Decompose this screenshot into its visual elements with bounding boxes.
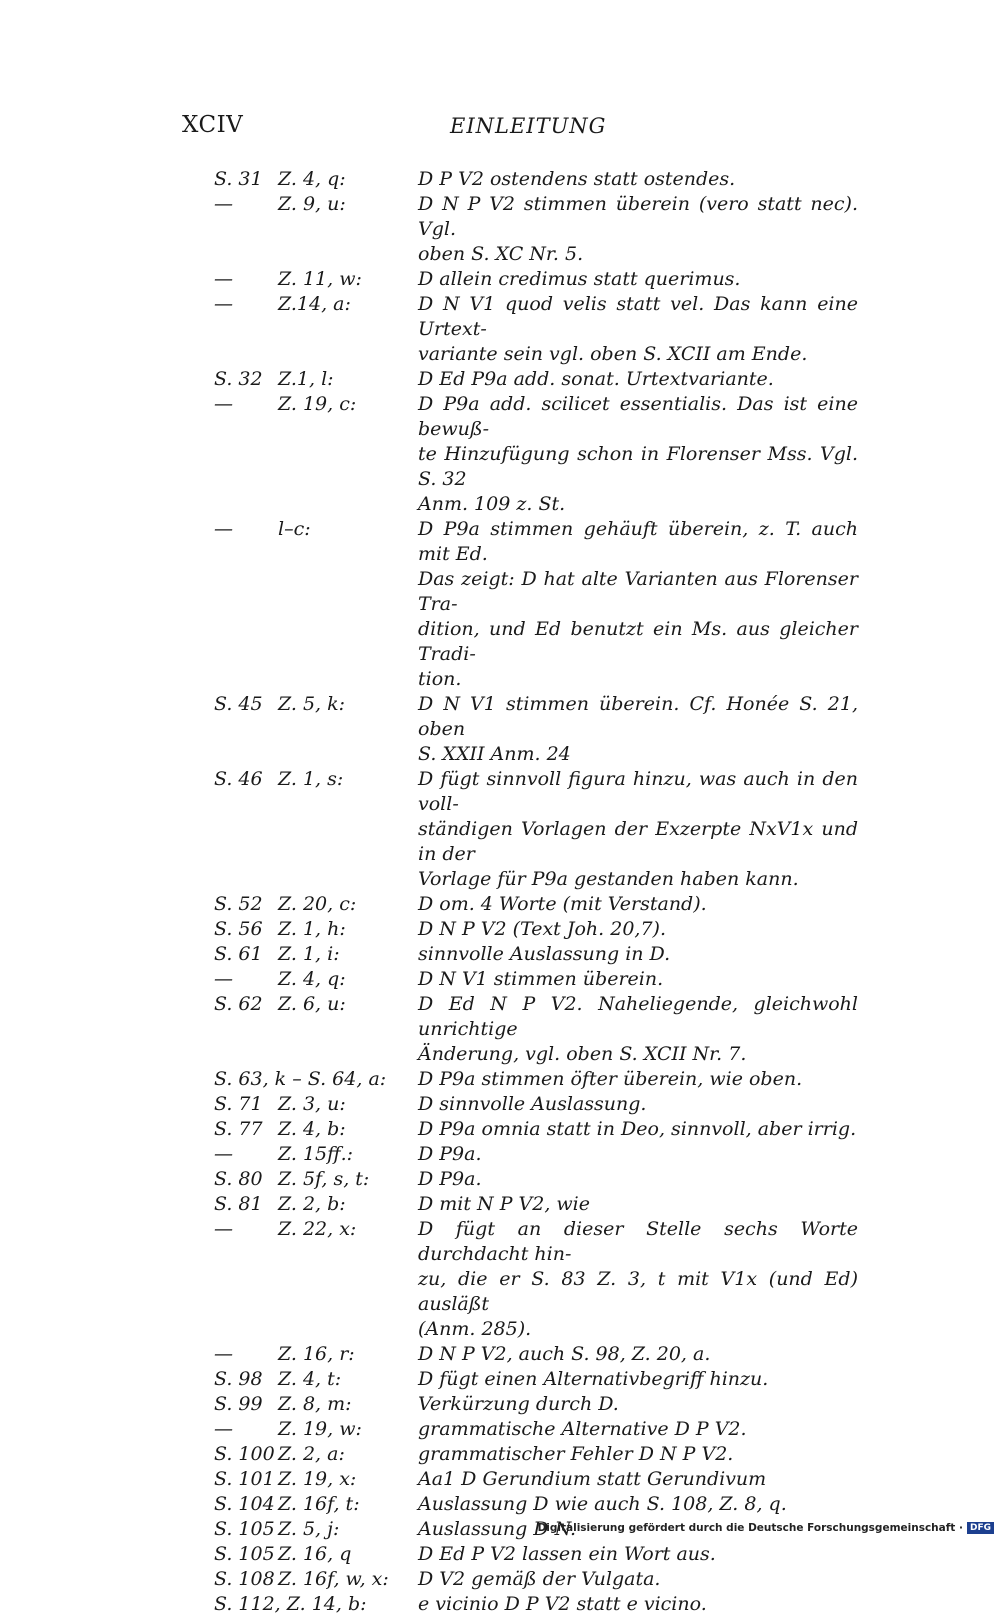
entry-line-ref: Z. 8, m: bbox=[278, 1393, 352, 1415]
entry-page-ref: S. 108 bbox=[214, 1568, 275, 1590]
entry-note bbox=[418, 167, 858, 192]
note-line: Verkürzung durch D. bbox=[418, 1393, 619, 1415]
entry-line-ref: Z. 9, u: bbox=[278, 193, 346, 215]
entry-note bbox=[418, 942, 858, 967]
note-line: zu, die er S. 83 Z. 3, t mit V1x (und Ed) ausläßt bbox=[418, 1268, 858, 1315]
entry-note bbox=[418, 917, 858, 942]
entry-note bbox=[418, 1142, 858, 1167]
variant-entry bbox=[214, 267, 864, 292]
entry-page-ref: — bbox=[214, 393, 233, 415]
note-line: D N P V2 stimmen überein (vero statt nec). Vgl. bbox=[418, 193, 858, 240]
entry-line-ref: Z. 5, k: bbox=[278, 693, 346, 715]
entry-page-ref: — bbox=[214, 1143, 233, 1165]
entry-page-ref: S. 62 bbox=[214, 993, 263, 1015]
entry-line-ref: Z. 5, j: bbox=[278, 1518, 340, 1540]
variant-entry bbox=[214, 1142, 864, 1167]
note-line: D Ed N P V2. Naheliegende, gleichwohl unrichtige bbox=[418, 993, 858, 1040]
entry-note bbox=[418, 1467, 858, 1492]
page-header bbox=[182, 112, 862, 142]
entry-page-ref: — bbox=[214, 968, 233, 990]
entry-page-ref: — bbox=[214, 293, 233, 315]
entry-note bbox=[418, 1367, 858, 1392]
variant-entry bbox=[214, 367, 864, 392]
note-line: variante sein vgl. oben S. XCII am Ende. bbox=[418, 343, 808, 365]
entry-page-ref: S. 101 bbox=[214, 1468, 275, 1490]
note-line: D om. 4 Worte (mit Verstand). bbox=[418, 893, 707, 915]
entry-note bbox=[418, 367, 858, 392]
entry-line-ref: Z. 20, c: bbox=[278, 893, 357, 915]
entry-line-ref: Z. 3, u: bbox=[278, 1093, 346, 1115]
entry-note bbox=[418, 1167, 858, 1192]
entry-note bbox=[418, 767, 858, 892]
entry-page-ref: S. 81 bbox=[214, 1193, 263, 1215]
variant-entry bbox=[214, 692, 864, 767]
running-head: EINLEITUNG bbox=[450, 114, 607, 138]
note-line: D Ed P V2 lassen ein Wort aus. bbox=[418, 1543, 716, 1565]
note-line: D N V1 stimmen überein. Cf. Honée S. 21, oben bbox=[418, 693, 858, 740]
entry-line-ref: Z. 4, q: bbox=[278, 968, 346, 990]
entry-line-ref: Z. 1, i: bbox=[278, 943, 340, 965]
variant-entry bbox=[214, 167, 864, 192]
entry-line-ref: Z. 19, c: bbox=[278, 393, 357, 415]
entry-page-ref: S. 104 bbox=[214, 1493, 275, 1515]
entry-page-ref: S. 99 bbox=[214, 1393, 263, 1415]
variant-entry bbox=[214, 1567, 864, 1592]
note-line: Aa1 D Gerundium statt Gerundivum bbox=[418, 1468, 767, 1490]
variant-entry bbox=[214, 1342, 864, 1367]
entry-line-ref: Z. 15ff.: bbox=[278, 1143, 354, 1165]
entry-line-ref: Z. 16f, w, x: bbox=[278, 1568, 389, 1590]
entry-note bbox=[418, 1117, 858, 1142]
note-line: ständigen Vorlagen der Exzerpte NxV1x und in der bbox=[418, 818, 858, 865]
entry-reference: S. 63, k – S. 64, a: bbox=[214, 1068, 387, 1090]
variant-entry bbox=[214, 1492, 864, 1517]
entry-note bbox=[418, 1392, 858, 1417]
entry-note bbox=[418, 192, 858, 267]
note-line: Das zeigt: D hat alte Varianten aus Florenser Tra- bbox=[418, 568, 858, 615]
note-line: D N P V2, auch S. 98, Z. 20, a. bbox=[418, 1343, 711, 1365]
entry-page-ref: — bbox=[214, 193, 233, 215]
note-line: grammatische Alternative D P V2. bbox=[418, 1418, 747, 1440]
note-line: (Anm. 285). bbox=[418, 1318, 532, 1340]
variant-entry bbox=[214, 1117, 864, 1142]
note-line: D sinnvolle Auslassung. bbox=[418, 1093, 647, 1115]
dfg-logo: DFG bbox=[967, 1522, 994, 1534]
entry-line-ref: l–c: bbox=[278, 518, 311, 540]
entry-line-ref: Z. 11, w: bbox=[278, 268, 362, 290]
entry-note bbox=[418, 1342, 858, 1367]
entry-page-ref: — bbox=[214, 1218, 233, 1240]
entry-note bbox=[418, 292, 858, 367]
entry-note bbox=[418, 1092, 858, 1117]
note-line: D P9a. bbox=[418, 1168, 482, 1190]
note-line: D P9a. bbox=[418, 1143, 482, 1165]
note-line: grammatischer Fehler D N P V2. bbox=[418, 1443, 734, 1465]
variant-entry bbox=[214, 1592, 864, 1617]
note-line: D P9a omnia statt in Deo, sinnvoll, aber irrig. bbox=[418, 1118, 857, 1140]
entry-line-ref: Z. 22, x: bbox=[278, 1218, 357, 1240]
entry-page-ref: S. 31 bbox=[214, 168, 263, 190]
variant-entry bbox=[214, 942, 864, 967]
entry-page-ref: — bbox=[214, 1343, 233, 1365]
entry-page-ref: S. 105 bbox=[214, 1518, 275, 1540]
variant-list bbox=[214, 167, 864, 1617]
entry-note bbox=[418, 392, 858, 517]
entry-line-ref: Z. 1, h: bbox=[278, 918, 346, 940]
entry-note bbox=[418, 517, 858, 692]
entry-page-ref: — bbox=[214, 1418, 233, 1440]
entry-page-ref: S. 80 bbox=[214, 1168, 263, 1190]
variant-entry bbox=[214, 1442, 864, 1467]
variant-entry bbox=[214, 917, 864, 942]
entry-page-ref: S. 105 bbox=[214, 1543, 275, 1565]
variant-entry bbox=[214, 1217, 864, 1342]
entry-note bbox=[418, 267, 858, 292]
note-line: Vorlage für P9a gestanden haben kann. bbox=[418, 868, 799, 890]
entry-line-ref: Z. 1, s: bbox=[278, 768, 344, 790]
entry-reference: S. 112, Z. 14, b: bbox=[214, 1593, 367, 1615]
entry-line-ref: Z. 19, w: bbox=[278, 1418, 362, 1440]
note-line: S. XXII Anm. 24 bbox=[418, 743, 571, 765]
entry-line-ref: Z. 4, b: bbox=[278, 1118, 346, 1140]
variant-entry bbox=[214, 892, 864, 917]
entry-line-ref: Z. 16f, t: bbox=[278, 1493, 360, 1515]
variant-entry bbox=[214, 1467, 864, 1492]
entry-page-ref: S. 100 bbox=[214, 1443, 275, 1465]
entry-note bbox=[418, 1192, 858, 1217]
entry-line-ref: Z. 16, q bbox=[278, 1543, 352, 1565]
note-line: D fügt sinnvoll figura hinzu, was auch in den voll- bbox=[418, 768, 858, 815]
entry-note bbox=[418, 692, 858, 767]
note-line: te Hinzufügung schon in Florenser Mss. Vgl. S. 32 bbox=[418, 443, 858, 490]
note-line: D allein credimus statt querimus. bbox=[418, 268, 741, 290]
variant-entry bbox=[214, 767, 864, 892]
note-line: dition, und Ed benutzt ein Ms. aus gleicher Tradi- bbox=[418, 618, 858, 665]
entry-page-ref: — bbox=[214, 268, 233, 290]
entry-line-ref: Z. 16, r: bbox=[278, 1343, 355, 1365]
entry-note bbox=[418, 1417, 858, 1442]
note-line: D P9a stimmen öfter überein, wie oben. bbox=[418, 1068, 803, 1090]
note-line: tion. bbox=[418, 668, 462, 690]
note-line: D N V1 quod velis statt vel. Das kann eine Urtext- bbox=[418, 293, 858, 340]
page-number: XCIV bbox=[182, 112, 244, 138]
note-line: Änderung, vgl. oben S. XCII Nr. 7. bbox=[418, 1043, 747, 1065]
variant-entry bbox=[214, 392, 864, 517]
note-line: D N P V2 (Text Joh. 20,7). bbox=[418, 918, 666, 940]
entry-line-ref: Z.1, l: bbox=[278, 368, 334, 390]
variant-entry bbox=[214, 1417, 864, 1442]
note-line: D fügt an dieser Stelle sechs Worte durchdacht hin- bbox=[418, 1218, 858, 1265]
entry-line-ref: Z. 4, t: bbox=[278, 1368, 342, 1390]
note-line: Anm. 109 z. St. bbox=[418, 493, 566, 515]
entry-note bbox=[418, 1217, 858, 1342]
variant-entry bbox=[214, 967, 864, 992]
variant-entry bbox=[214, 1067, 864, 1092]
entry-note bbox=[418, 967, 858, 992]
note-line: D mit N P V2, wie bbox=[418, 1193, 591, 1215]
variant-entry bbox=[214, 1367, 864, 1392]
entry-line-ref: Z. 6, u: bbox=[278, 993, 346, 1015]
entry-page-ref: S. 71 bbox=[214, 1093, 263, 1115]
entry-line-ref: Z. 19, x: bbox=[278, 1468, 357, 1490]
entry-page-ref: S. 45 bbox=[214, 693, 263, 715]
entry-note bbox=[418, 1567, 858, 1592]
entry-page-ref: S. 61 bbox=[214, 943, 263, 965]
entry-note bbox=[418, 1592, 858, 1617]
note-line: sinnvolle Auslassung in D. bbox=[418, 943, 671, 965]
entry-page-ref: — bbox=[214, 518, 233, 540]
variant-entry bbox=[214, 992, 864, 1067]
variant-entry bbox=[214, 1092, 864, 1117]
entry-line-ref: Z. 2, b: bbox=[278, 1193, 346, 1215]
entry-note bbox=[418, 1492, 858, 1517]
funding-footer bbox=[538, 1522, 994, 1534]
entry-page-ref: S. 77 bbox=[214, 1118, 263, 1140]
entry-line-ref: Z. 4, q: bbox=[278, 168, 346, 190]
note-line: Auslassung D N. bbox=[418, 1518, 577, 1540]
entry-note bbox=[418, 1542, 858, 1567]
note-line: Auslassung D wie auch S. 108, Z. 8, q. bbox=[418, 1493, 787, 1515]
entry-page-ref: S. 32 bbox=[214, 368, 263, 390]
entry-line-ref: Z. 2, a: bbox=[278, 1443, 345, 1465]
entry-line-ref: Z. 5f, s, t: bbox=[278, 1168, 370, 1190]
entry-page-ref: S. 98 bbox=[214, 1368, 263, 1390]
entry-note bbox=[418, 1067, 858, 1092]
entry-note bbox=[418, 992, 858, 1067]
variant-entry bbox=[214, 517, 864, 692]
note-line: D N V1 stimmen überein. bbox=[418, 968, 664, 990]
variant-entry bbox=[214, 192, 864, 267]
note-line: D V2 gemäß der Vulgata. bbox=[418, 1568, 661, 1590]
entry-page-ref: S. 52 bbox=[214, 893, 263, 915]
note-line: D fügt einen Alternativbegriff hinzu. bbox=[418, 1368, 769, 1390]
variant-entry bbox=[214, 1392, 864, 1417]
entry-page-ref: S. 46 bbox=[214, 768, 263, 790]
variant-entry bbox=[214, 1542, 864, 1567]
entry-line-ref: Z.14, a: bbox=[278, 293, 351, 315]
entry-page-ref: S. 56 bbox=[214, 918, 263, 940]
note-line: D P9a stimmen gehäuft überein, z. T. auch mit Ed. bbox=[418, 518, 858, 565]
note-line: D P9a add. scilicet essentialis. Das ist eine bewuß- bbox=[418, 393, 858, 440]
note-line: D P V2 ostendens statt ostendes. bbox=[418, 168, 736, 190]
note-line: D Ed P9a add. sonat. Urtextvariante. bbox=[418, 368, 774, 390]
note-line: e vicinio D P V2 statt e vicino. bbox=[418, 1593, 707, 1615]
variant-entry bbox=[214, 292, 864, 367]
variant-entry bbox=[214, 1167, 864, 1192]
entry-note bbox=[418, 892, 858, 917]
note-line: oben S. XC Nr. 5. bbox=[418, 243, 584, 265]
funding-note: Digitalisierung gefördert durch die Deutsche Forschungsgemeinschaft · bbox=[537, 1522, 963, 1534]
entry-note bbox=[418, 1442, 858, 1467]
variant-entry bbox=[214, 1192, 864, 1217]
